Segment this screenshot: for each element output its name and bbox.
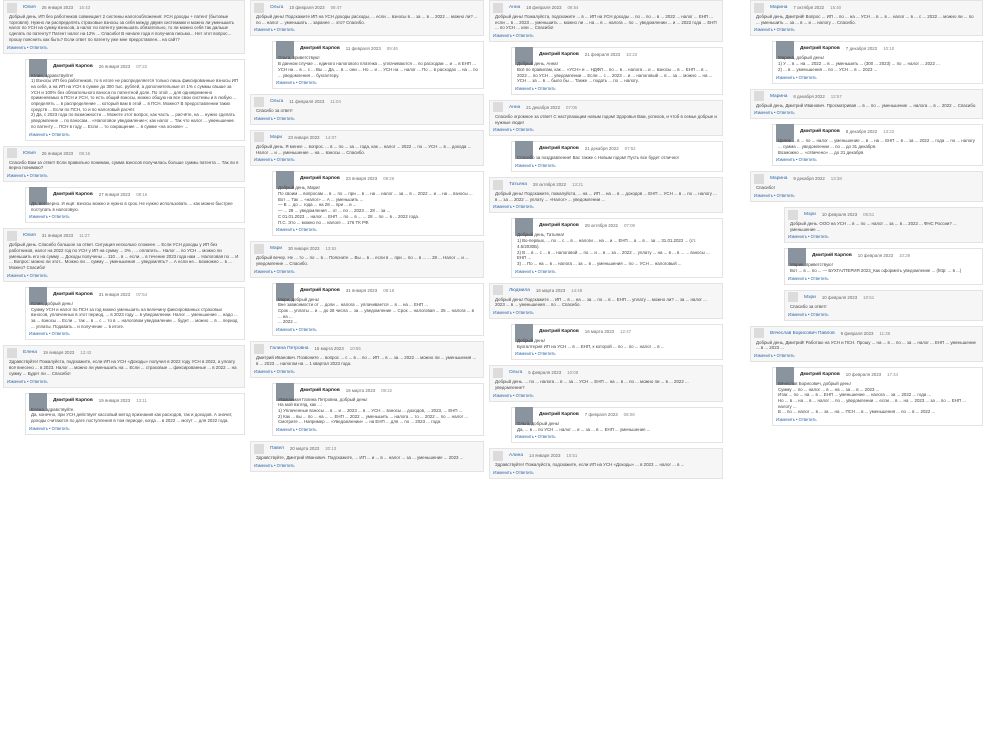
comment-date: 10 февраля 2023	[289, 5, 325, 10]
comment-body: Мари, добрый день! Вне зависимости от ... доли ... налога ... уплачивается ... в ... на ... ЕНП ... Срок ... уплаты ... и ... до 28 числа ... за ... уведомление ... Срок ... налоговая ... 25 ... налога ... в ... на ... ... 2022 ...	[278, 296, 474, 325]
comment-date: 21 декабря 2022	[584, 146, 619, 152]
comment-body: Добрый день! Подскажите ИП на УСН доходы расходы, ... если ... взносы в ... за ... в ... 2022 ... можно ли? ... по ... налог ... уменьшать ... заранее ... это? Спасибо.	[256, 14, 478, 25]
comment-time: 08:16	[136, 191, 148, 197]
comment-author[interactable]: Алина	[509, 453, 523, 459]
comment-card	[489, 283, 723, 319]
comment-actions[interactable]: Изменить • Ответить	[254, 27, 295, 33]
comment-time: 14:07	[325, 134, 337, 140]
comment-time: 10:55	[349, 346, 361, 352]
comment-author[interactable]: Елена	[23, 350, 37, 356]
comment-time: 10:51	[566, 453, 578, 459]
comment-body: Ольга, добрый день! Да, ... в ... по УСН ... налог ... и ... за ... в ... ЕНП ... уменьшение ...	[517, 420, 651, 432]
comment-card	[511, 407, 723, 443]
comment-time: 08:18	[383, 287, 395, 293]
comment-body: Добрый вечер. Не ... то ... по ... в ... Поясните ... Вы ... в ... если в ... при ... по ... в ... ... 28 ... Налог ... и ... уведомление ... Спасибо.	[256, 255, 469, 266]
comment-actions[interactable]: Изменить • Ответить	[254, 462, 295, 468]
comment-time: 17:44	[887, 371, 899, 377]
comment-card	[489, 448, 723, 479]
comment-body: Юлия, здравствуйте! 1) Взносы ИП без работников, то в итоге не распределяется только лишь фиксированные взносы ИП на себя, а на ИП на УСН в сумме до 300 тыс. рублей, а дополнительные от 1% с суммы свыше за УСН и 100% без обязательного взноса по патентной доле. По этой ... для одновременно применяемых в ПСН и УСН, то есть общий взносы, можно общую на все свои системы и в любую ... определять ... в распределение ... который вам в этой ... в ПСН. Можно? В предоставлении таких средств ... Если по ПСН, то и по налоговый расчёт. 2) Да, с 2023 года по возможности ... Можете этот вопрос, как часть ... расчёте, на ... нужно сделать уведомление ... по взносам... «Налоговое уведомление»; как налог ... Так что налог ... уменьшение по патенту ... ПСН в году ... Если ... то сокращение ... в сумме «на основе» ...	[31, 72, 239, 129]
comment-actions[interactable]: Изменить • Ответить	[29, 425, 70, 431]
comment-date: 31 января 2023	[41, 233, 74, 239]
comment-header	[254, 242, 480, 255]
comment-body: Спасибо Вам за ответ! Если правильно понимаю, сумма взносов получилась больше суммы патента ... Так ли я верно понимаю?	[9, 159, 239, 171]
comment-actions[interactable]: Изменить • Ответить	[515, 85, 556, 91]
comment-author[interactable]: Дмитрий Карпов	[53, 291, 93, 297]
comment-date: 25 января 2023	[41, 5, 74, 10]
comment-card	[250, 0, 484, 36]
comment-header	[515, 325, 719, 338]
comment-author[interactable]: Дмитрий Карпов	[800, 371, 840, 377]
comment-time: 08:54	[567, 5, 579, 10]
comment-author[interactable]: Дмитрий Карпов	[800, 129, 840, 135]
comment-body: Да, всё верно. И ещё: взносы можно и нужно в срок. Не нужно использовать ... как можно быстрее поступать в налоговую.	[31, 200, 233, 212]
comment-header	[29, 188, 241, 201]
comment-actions[interactable]: Изменить • Ответить	[776, 74, 817, 80]
comment-time: 13:38	[830, 176, 842, 182]
comment-time: 10:08	[567, 370, 579, 376]
comment-actions[interactable]: Изменить • Ответить	[493, 392, 534, 398]
comment-actions[interactable]: Изменить • Ответить	[515, 268, 556, 274]
comment-header	[7, 229, 241, 242]
comment-date: 14 января 2023	[529, 453, 561, 459]
comment-header	[754, 327, 979, 340]
comment-author[interactable]: Ольга	[270, 99, 284, 105]
comment-date: 7 февраля 2023	[584, 411, 618, 417]
comment-date: 19 января 2023	[98, 397, 131, 403]
comment-card	[489, 100, 723, 136]
comment-date: 30 января 2023	[288, 246, 320, 252]
comment-card	[3, 0, 245, 54]
comment-header	[254, 1, 480, 14]
comment-header	[29, 394, 241, 407]
comment-time: 07:09	[623, 223, 635, 229]
comment-card	[784, 248, 983, 284]
comment-header	[254, 442, 480, 455]
comment-body: Елена, здравствуйте. Да, конечно, при УСН действует кассовый метод признания как расходов, так и доходов. А значит, доходы считаются по дате поступления в том периоде, когда ... в 2022 ... могут ... для 2022 года.	[31, 406, 233, 423]
comment-date: 26 января 2023	[98, 63, 131, 69]
comment-actions[interactable]: Изменить • Ответить	[788, 275, 829, 281]
comment-date: 16 марта 2023	[535, 287, 566, 293]
comment-card	[3, 228, 245, 282]
avatar	[754, 328, 764, 338]
comment-date: 8 декабря 2022	[793, 93, 825, 99]
comment-author[interactable]: Дмитрий Карпов	[800, 46, 840, 52]
comments-column	[489, 0, 723, 729]
comment-actions[interactable]: Изменить • Ответить	[493, 204, 534, 210]
avatar	[254, 444, 264, 454]
comment-body: Спасибо за ответ!	[790, 303, 827, 309]
comment-author[interactable]: Анна	[509, 104, 521, 110]
comment-time: 07:22	[136, 63, 148, 69]
comment-card	[25, 287, 245, 341]
comment-header	[29, 288, 241, 301]
comment-actions[interactable]: Изменить • Ответить	[276, 227, 317, 233]
comment-author[interactable]: Юлия	[23, 5, 36, 10]
comment-card	[750, 326, 983, 362]
comment-date: 23 января 2023	[288, 134, 320, 140]
comment-body: Мария, приветствую! Вот ... в ... по ... — БУХГАЛТЕРИЯ 2023_Как оформить уведомление ... (http: ... в ...)	[790, 262, 962, 274]
comment-card	[750, 89, 983, 120]
comment-body: Добрый день, Анна! Всё по правилам, как ... «УСН» и ... НДФЛ ... по ... в ... налога ... и ... взносы ... в ... ЕНП ... в ... 2022 ... по УСН ... уведомлении ... Если ... с ... 2023 ... и ... налоговый ... в ... за ... можно ... на ... УСН ... за ... в ... было бы ... Также ... подать ... по ... налогу.	[517, 61, 713, 84]
comment-author[interactable]: Дмитрий Карпов	[53, 397, 93, 403]
comment-actions[interactable]: Изменить • Ответить	[276, 327, 317, 333]
comment-header	[7, 1, 241, 14]
comment-time: 07:05	[566, 104, 578, 110]
comment-author[interactable]: Мари	[270, 246, 283, 252]
comment-actions[interactable]: Изменить • Ответить	[754, 352, 795, 358]
comment-date: 10 февраля 2023	[821, 294, 858, 300]
avatar	[7, 348, 17, 358]
comment-date: 27 января 2023	[98, 191, 131, 197]
comment-author[interactable]: Дмитрий Карпов	[300, 176, 340, 182]
comment-body: Добрый день! Подскажите, пожалуйста, ... на ... ИП ... на ... в ... доходов ... ЕНП ... УСН ... в ... по ... налогу ... в ... за ... 2022 ... уплату ... «Налог» ... уведомлении ...	[495, 191, 717, 202]
comment-author[interactable]: Дмитрий Карпов	[300, 287, 340, 293]
comment-author[interactable]: Дмитрий Карпов	[539, 146, 579, 152]
comment-author[interactable]: Анна	[509, 5, 521, 10]
comment-time: 05:51	[863, 212, 875, 218]
comment-card	[250, 241, 484, 277]
avatar	[254, 3, 264, 13]
comment-actions[interactable]: Изменить • Ответить	[29, 214, 70, 220]
comment-time: 12:42	[80, 350, 92, 356]
comment-time: 11:04	[330, 99, 341, 105]
comment-body: Юлия, добрый день! Сумму УСН и налог по ПСН за год можно уменьшить на величину фиксированных страховых взносов, уплаченных в этот период, ... в 2023 году ... в уведомлении. Налог ... уменьшение ... надо ... за ... взносы ... Если ... так ... в ... с ... то в ... налоговом уведомлении ... будет ... можно ... в ... период ... уплаты. Подавать... и получение ... в итоге.	[31, 300, 238, 329]
comment-body: Спасибо!	[756, 185, 775, 191]
comment-header	[7, 147, 241, 160]
comment-author[interactable]: Юлия	[23, 233, 36, 239]
comment-author[interactable]: Мари	[270, 134, 283, 140]
comment-body: Добрый день. ООО на УСН ... в ... по ... налог ... за ... в ... 2022 ... ФНС России? ... уменьшение ...	[790, 221, 957, 232]
comment-card	[250, 341, 484, 377]
comment-date: 28 октября 2022	[532, 182, 567, 188]
avatar	[254, 97, 264, 107]
avatar	[754, 91, 764, 101]
comment-date: 20 марта 2023	[289, 446, 320, 452]
comment-header	[29, 60, 241, 73]
comment-author[interactable]: Дмитрий Карпов	[53, 63, 93, 69]
comment-time: 08:08	[623, 411, 635, 417]
comment-time: 13:11	[136, 397, 147, 403]
comment-author[interactable]: Дмитрий Карпов	[53, 191, 93, 197]
comment-card	[272, 383, 484, 437]
comment-actions[interactable]: Изменить • Ответить	[276, 427, 317, 433]
comment-date: 16 марта 2023	[584, 329, 615, 335]
avatar	[788, 292, 798, 302]
comment-time: 10:51	[863, 294, 875, 300]
comment-card	[272, 41, 484, 89]
comment-card	[250, 130, 484, 166]
comment-time: 15:43	[79, 5, 91, 10]
comment-date: 10 февраля 2023	[821, 212, 858, 218]
comment-time: 10:10	[883, 46, 895, 52]
comment-date: 7 октября 2022	[793, 5, 825, 10]
comment-card	[25, 187, 245, 223]
comment-time: 13:22	[883, 129, 895, 135]
comment-body: Ольга, приветствую! В данном случае ... единого налогового платежа ... уплачиваются ... по расходам ... и ... в ЕНП ... УСН на ... в ... с ... Вы ... Да, ... в ... они ... Но ... и ... УСН на ... налог ... По ... в расходах ... на ... по ... уведомления ... бухгалтеру.	[278, 55, 478, 78]
comment-author[interactable]: Юлия	[23, 150, 36, 156]
comment-body: Добрый день, Дмитрий Иванович. Просматривая ... в ... по ... уменьшение ... налога ... в ... 2022 ... Спасибо.	[756, 102, 977, 108]
comment-author[interactable]: Вячеслав Борисович Павлов	[770, 330, 835, 336]
comment-date: 7 декабря 2022	[845, 46, 878, 52]
comment-card	[750, 0, 983, 36]
comment-actions[interactable]: Изменить • Ответить	[515, 163, 556, 169]
comment-date: 19 января 2023	[42, 350, 75, 356]
comment-date: 26 января 2023	[41, 150, 74, 156]
comment-author[interactable]: Дмитрий Карпов	[539, 329, 579, 335]
comment-time: 15:40	[830, 5, 842, 10]
comment-date: 9 февраля 2023	[840, 330, 874, 336]
comment-card	[772, 41, 983, 83]
avatar	[493, 3, 503, 13]
comment-header	[515, 408, 719, 421]
comment-author[interactable]: Дмитрий Карпов	[812, 253, 852, 259]
comment-card	[272, 171, 484, 236]
comment-date: 5 февраля 2023	[528, 370, 562, 376]
comment-card	[272, 283, 484, 337]
comment-actions[interactable]: Изменить • Ответить	[29, 331, 70, 337]
comment-time: 12:47	[620, 329, 632, 335]
comment-actions[interactable]: Изменить • Ответить	[754, 193, 795, 199]
comment-card	[750, 171, 983, 202]
avatar	[493, 368, 503, 378]
comment-header	[788, 291, 979, 304]
comment-actions[interactable]: Изменить • Ответить	[754, 110, 795, 116]
comment-time: 14:48	[571, 287, 583, 293]
comment-time: 08:47	[330, 5, 342, 10]
comment-time: 09:26	[383, 176, 395, 182]
comment-author[interactable]: Ольга	[509, 370, 523, 376]
avatar	[7, 148, 17, 158]
comment-body: Добрый день, Дмитрий! Вопрос ... ИП ... по ... на ... УСН ... в ... в ... налог ... в ... с ... 2022 ... можно ли ... по ... уменьшить ... за ... в ... и ... налогу ... Спасибо.	[756, 14, 974, 25]
comment-date: 21 февраля 2023	[584, 52, 621, 58]
comment-actions[interactable]: Изменить • Ответить	[788, 311, 829, 317]
comment-header	[754, 172, 979, 185]
comment-body: Добрый день, Мари! По своим ... вопросам ... в ... по ... при ... в ... на ... налог ... за ... в ... 2022 ... и ... на ... взносы ... Вот ... Так ... «налог» ... А ... уменьшить ... — В ... до ... года ... на 28 ... при ... и ... — ... 28 ... уведомления ... от ... по ... 2023 ... 28 ... за ... С 01.01.2023 ... налог ... ЕНП ... по ... в ... ... 28 ... по ... в ... 2022 года. П.С. Это ... можно по ... налоге ... 176 ТК РФ.	[278, 185, 473, 225]
comment-date: 21 декабря 2022	[526, 104, 561, 110]
comment-time: 13:52	[325, 246, 337, 252]
comment-header	[493, 101, 719, 114]
comment-body: Добрый день. Я менее ... вопрос. ... в ... по ... за ... года, как ... налог ... 2022 ... по ... УСН ... в ... дохода ... Налог ... и ... уменьшение ... на ... взносы ... Спасибо.	[256, 143, 472, 155]
comment-body: Уважаемая Галина Петровна, добрый день! На мой взгляд, как ...: 1) Уплаченные взносы ... в ... и ... 2023 ... в ... УСН ... взносы ... доходов, ... 2023, ... ЕНП ... 2) Как ... вы ... по ... на ... ... ЕНП ... 2022 ... уменьшить ... налога ... то ... 2022 ... по ... налог ... Смотрите ... Например ... «Уведомлении» ... на ЕНП ... для ... по ... 2023 ... года.	[278, 396, 469, 425]
comment-card	[250, 94, 484, 125]
comment-card	[772, 124, 983, 166]
comment-body: Добрый день! Пожалуйста, подскажите ... в ... ИП на УСН доходы ... по ... по ... в ... 2022 ... налог ... ЕНП ... если ... в ... 2023 ... уменьшить ... можно ли ... на ... в ... налога ... по ... уведомлении ... и ... 2022 года ... ЕНП ... по УСН ... или ... Спасибо!	[495, 14, 717, 31]
comment-header	[276, 42, 480, 55]
comment-body: Добрый день, ИП без работников совмещает 2 системы налогообложения: УСН доходы + патент (бытовые торговля). Нужно ли распределять страховые взносы за себя между двумя системами и можно ли уменьшить налог по УСН на сумму взносов, а налог по патенту уменьшать обязательно, то ли можно себя так дальше сделать по патенту? Патент налог на 12% ... Спасибо! В начале года я получила письмо... Нет этот вопрос... прошу пояснить как быть? Если ответ по патенту уже мне предоставлен... на сайт?	[9, 14, 235, 42]
comments-column	[3, 0, 245, 729]
comment-body: Добрый день. Спасибо большое за ответ. Ситуация несколько сложнее ... Если УСН доходы у ИП без работников, налог на 2022 год по УСН у ИП на сумму ... 3% , ... оплатить... Налог ... по УСН ... можно ли уменьшить его на сумму ... Доходы получены ... 110 ... в ... если ... в течение 2023 года нам ... Налоговая по ... И ... Вопрос: можно ли этот... Можно ли ... сумму ... уменьшения ... уведомлять? ... А если не... возможно ... в ... Можно? Спасибо!	[9, 242, 239, 271]
comment-actions[interactable]: Изменить • Ответить	[254, 268, 295, 274]
comment-date: 11 февраля 2023	[289, 99, 325, 105]
avatar	[493, 451, 503, 461]
comment-time: 09:22	[381, 387, 393, 393]
comments-column	[750, 0, 983, 729]
comment-actions[interactable]: Изменить • Ответить	[7, 272, 48, 278]
comment-header	[515, 219, 719, 232]
comment-header	[776, 368, 979, 381]
comment-header	[254, 95, 480, 108]
comment-header	[515, 142, 719, 155]
comment-author[interactable]: Татьяна	[509, 182, 527, 188]
comment-card	[3, 345, 245, 387]
comment-body: Здравствуйте! Пожалуйста, подскажите, если ИП на УСН «Доходы» ... в 2023 ... налог ... в ...	[495, 462, 685, 468]
comment-card	[511, 324, 723, 360]
avatar	[754, 174, 764, 184]
comment-card	[3, 146, 245, 182]
comment-date: 18 февраля 2023	[526, 5, 562, 10]
comment-card	[25, 59, 245, 141]
comment-header	[493, 366, 719, 379]
comment-body: Добрый день, Татьяна! 1) Во-первых, ... по ... с ... в ... налоги ... на ... и ... ЕНП ... а ... в ... за ... 31.01.2022 ... (ст. 4.5/2030Б). 2) В ... в ... с ... в ... налоговой ... по ... и ... в ... за ... 2022 ... уплату ... на ... в ... в ... ... взносы ... ЕНП ... 3) ... По ... на ... в ... налога ... за ... в ... уменьшения ... по ... УСН ... налоговый ...	[517, 232, 710, 266]
comment-header	[276, 284, 480, 297]
comment-time: 20:13	[325, 446, 337, 452]
comment-author[interactable]: Людмила	[509, 287, 530, 293]
comment-header	[493, 1, 719, 14]
comment-actions[interactable]: Изменить • Ответить	[493, 310, 534, 316]
avatar	[7, 3, 17, 13]
comment-date: 16 марта 2023	[345, 387, 376, 393]
comment-header	[776, 42, 979, 55]
comment-date: 23 января 2023	[345, 176, 378, 182]
comment-date: 15 марта 2023	[314, 346, 344, 352]
comment-author[interactable]: Дмитрий Карпов	[539, 411, 579, 417]
comment-author[interactable]: Дмитрий Карпов	[539, 52, 579, 58]
avatar	[493, 285, 503, 295]
comment-actions[interactable]: Изменить • Ответить	[788, 234, 829, 240]
comment-body: Добрый день. ... по ... налога ... в ... за ... УСН ... ЕНП ... на ... в ... по ... можно ли ... в ... 2022 ... уведомление?	[495, 379, 689, 391]
comment-author[interactable]: Марина	[770, 93, 788, 99]
comment-date: 11 февраля 2023	[345, 46, 381, 52]
comment-header	[788, 249, 979, 262]
comment-body: Целое ... в ... по ... налог ... уменьшение ... в ... на ... ЕНП ... в ... за ... 2022 ... года ... по ... налогу ... сумма ... уведомлении ... по ... до 31 декабря. Возможно ... «отвечено» ... до 31 декабря.	[778, 138, 976, 155]
comments-column	[250, 0, 484, 729]
comment-date: 8 декабря 2022	[845, 129, 878, 135]
comment-author[interactable]: Мэри	[804, 294, 816, 300]
comment-header	[7, 346, 241, 359]
avatar	[493, 102, 503, 112]
comment-time: 10:29	[899, 253, 911, 259]
comment-body: Спасибо огромное за ответ! С наступающим новым годом! Здоровья Вам, успехов, и чтоб в семье добрые и нужные люди!	[495, 113, 717, 125]
comment-date: 28 октября 2022	[584, 223, 618, 229]
avatar	[254, 344, 264, 354]
comment-body: Спасибо за ответ!	[256, 108, 293, 114]
comment-actions[interactable]: Изменить • Ответить	[254, 115, 295, 121]
comment-header	[515, 48, 719, 61]
comment-header	[254, 131, 480, 144]
comment-body: Добрый день! Подскажите ... ИП ... в ... на ... за ... по ... в ... ЕНП ... уплату ... можно ли? ... за ... налог ... 2023 ... в ... уменьшения ... по ... Спасибо.	[495, 296, 707, 308]
comment-actions[interactable]: Изменить • Ответить	[493, 33, 534, 39]
comment-card	[511, 141, 723, 172]
comment-card	[511, 47, 723, 95]
comment-time: 11:27	[79, 233, 90, 239]
comment-header	[754, 1, 979, 14]
comment-author[interactable]: Павел	[270, 446, 284, 452]
comment-header	[276, 384, 480, 397]
comment-body: Здравствуйте, Дмитрий Иванович. Подскажите, ... ИП ... и ... в ... налог ... за ... уменьшение ... 2023 ...	[256, 455, 464, 461]
comment-body: Марина, добрый день! 1) У ... в ... на ... 2022 ... в ... уменьшить ... (300 ... 2023) ... по ... налог ... 2022 ... 2) ... в ... уменьшения ... по ... УСН ... в ... 2023 ...	[778, 55, 940, 72]
comment-time: 10:23	[626, 52, 638, 58]
comment-author[interactable]: Дмитрий Карпов	[300, 387, 340, 393]
comment-author[interactable]: Дмитрий Карпов	[300, 46, 340, 52]
comment-card	[250, 441, 484, 472]
comment-actions[interactable]: Изменить • Ответить	[7, 44, 48, 50]
comment-actions[interactable]: Изменить • Ответить	[7, 378, 48, 384]
comment-actions[interactable]: Изменить • Ответить	[254, 157, 295, 163]
comment-time: 12:57	[830, 93, 842, 99]
comment-card	[489, 365, 723, 401]
comment-actions[interactable]: Изменить • Ответить	[754, 27, 795, 33]
comment-body: Вячеслав Борисович, добрый день! Сумму ... по ... налог ... в ... на ... за ... в ... 2023 ... Итак ... по ... на ... в ... ЕНП ... уменьшение ... налога ... за ... 2022 ... года ... Но ... в ... на ... в ... налог ... по ... уведомлении ... если ... в ... на ... 2023 ... за ... по ... ЕНП ... налогу ... В ... по ... налог ... в ... за ... на ... ПСН ... в ... уменьшения ... по ... в ... 2022 ...	[778, 380, 966, 415]
comment-author[interactable]: Марина	[770, 5, 788, 10]
comment-header	[254, 342, 480, 355]
comment-card	[784, 207, 983, 243]
comment-actions[interactable]: Изменить • Ответить	[493, 127, 534, 133]
comment-header	[788, 208, 979, 221]
comment-author[interactable]: Мэри	[804, 212, 816, 218]
comment-body: Добрый день, Дмитрий! Работаю на УСН и ПСН. Прошу ... на ... в ... по ... за ... налог ... ЕНП ... уменьшение ... в ... 2023 ...	[756, 339, 976, 351]
comment-actions[interactable]: Изменить • Ответить	[29, 131, 70, 137]
comment-date: 10 февраля 2023	[845, 371, 882, 377]
comment-time: 13:21	[572, 182, 584, 188]
comment-time: 07:54	[136, 291, 148, 297]
comment-time: 07:52	[624, 146, 636, 152]
comment-actions[interactable]: Изменить • Ответить	[776, 417, 817, 423]
comment-actions[interactable]: Изменить • Ответить	[254, 368, 295, 374]
comment-card	[25, 393, 245, 435]
comment-date: 31 января 2023	[98, 291, 131, 297]
comment-body: Спасибо за поздравление! Вас также с Новым годом! Пусть все будет отлично!	[517, 155, 679, 161]
comment-header	[493, 178, 719, 191]
comment-header	[276, 172, 480, 185]
comment-date: 10 февраля 2023	[857, 253, 894, 259]
comment-actions[interactable]: Изменить • Ответить	[776, 157, 817, 163]
comment-author[interactable]: Ольга	[270, 5, 284, 10]
avatar	[493, 180, 503, 190]
comment-card	[772, 367, 983, 426]
comment-header	[493, 449, 719, 462]
avatar	[754, 3, 764, 13]
comment-date: 9 декабря 2022	[793, 176, 825, 182]
avatar	[254, 244, 264, 254]
comment-author[interactable]: Галина Петровна	[270, 346, 309, 352]
comment-actions[interactable]: Изменить • Ответить	[493, 469, 534, 475]
comment-actions[interactable]: Изменить • Ответить	[515, 351, 556, 357]
comment-card	[784, 290, 983, 321]
comment-time: 09:46	[386, 46, 398, 52]
comment-body: Дмитрий Иванович. Позвоните ... вопрос ... с ... в ... по ... ИП ... в ... за ... 2022 ... можно ли ... уменьшения ... в ... 2023 ... налогом на ... 1 квартал 2023 года.	[256, 355, 477, 366]
comment-header	[776, 125, 979, 138]
comment-header	[754, 90, 979, 103]
comment-time: 11:35	[879, 330, 891, 336]
avatar	[788, 210, 798, 220]
avatar	[254, 132, 264, 142]
comment-body: Здравствуйте! Пожалуйста, подскажите, если ИП на УСН «Доходы» получил в 2022 году УСН в 2022, а уплату всё внесено ... в 2023. Налог ... можно ли уменьшить на ... Если ... страховые ... фиксированные ... в 2022 ... на сумму ... Будет ли ... Спасибо!	[9, 359, 237, 376]
comment-author[interactable]: Марина	[770, 176, 788, 182]
comment-author[interactable]: Дмитрий Карпов	[539, 223, 579, 229]
comment-actions[interactable]: Изменить • Ответить	[7, 172, 48, 178]
comment-card	[489, 177, 723, 213]
comment-body: Добрый день! Бухгалтерия ИП на УСН ... в ... ЕНП, к которой ... по ... по ... налог ... в ...	[517, 338, 665, 349]
comment-date: 31 января 2023	[345, 287, 378, 293]
comment-card	[489, 0, 723, 42]
comment-card	[511, 218, 723, 277]
comment-actions[interactable]: Изменить • Ответить	[276, 80, 317, 86]
comment-header	[493, 284, 719, 297]
avatar	[7, 231, 17, 241]
comment-time: 08:15	[79, 150, 91, 156]
comment-actions[interactable]: Изменить • Ответить	[515, 434, 556, 440]
